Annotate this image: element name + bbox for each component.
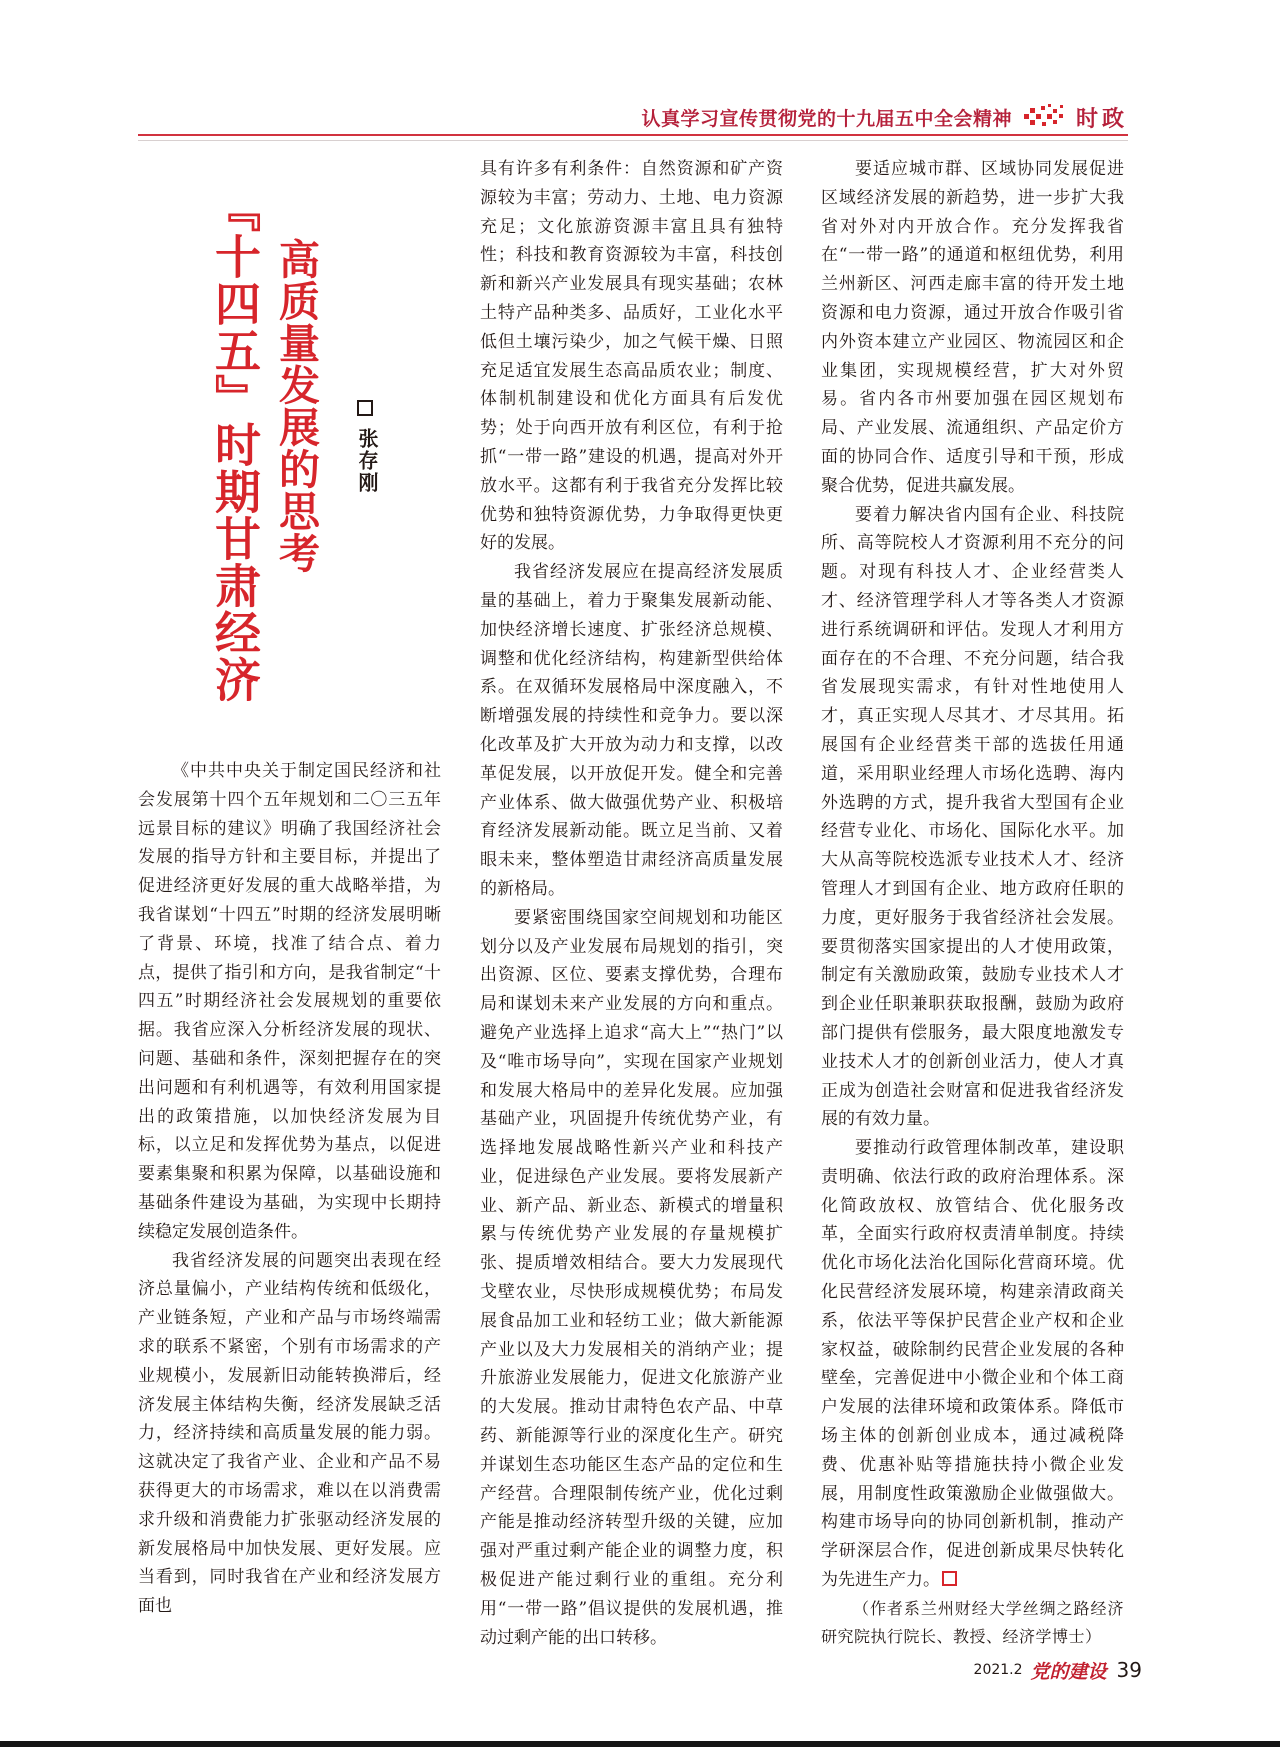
header-rule bbox=[138, 134, 1128, 136]
article-title: 『十四五』时期甘肃经济 bbox=[208, 186, 262, 703]
author-note: （作者系兰州财经大学丝绸之路经济研究院执行院长、教授、经济学博士） bbox=[821, 1598, 1124, 1646]
page-header bbox=[620, 100, 1128, 134]
bottom-border bbox=[0, 1741, 1280, 1747]
article-author: 张存刚 bbox=[355, 428, 379, 494]
header-rule-thin bbox=[138, 140, 1128, 141]
text-column-2 bbox=[480, 155, 783, 1652]
paragraph: 要适应城市群、区域协同发展促进区域经济发展的新趋势，进一步扩大我省对外对内开放合作。充分发挥我省在“一带一路”的通道和枢纽优势，利用兰州新区、河西走廊丰富的待开发土地资源和电力资源，通过开放合作吸引省内外资本建立产业园区、物流园区和企业集团，实现规模经营，扩大对外贸易。省内各市州要加强在园区规划布局、产业发展、流通组织、产品定价方面的协同合作、适度引导和干预，形成聚合优势，促进共赢发展。 bbox=[821, 159, 1124, 496]
author-marker-icon bbox=[357, 400, 373, 416]
paragraph-last bbox=[821, 1134, 1124, 1595]
paragraph: 《中共中央关于制定国民经济和社会发展第十四个五年规划和二〇三五年远景目标的建议》明确了我国经济社会发展的指导方针和主要目标，并提出了促进经济更好发展的重大战略举措，为我省谋划“十四五”时期的经济发展明晰了背景、环境，找准了结合点、着力点，提供了指引和方向，是我省制定“十四五”时期经济社会发展规划的重要依据。我省应深入分析经济发展的现状、问题、基础和条件，深刻把握存在的突出问题和有利机遇等，有效利用国家提出的政策措施，以加快经济发展为目标，以立足和发挥优势为基点，以促进要素集聚和积累为保障，以基础设施和基础条件建设为基础，为实现中长期持续稳定发展创造条件。 bbox=[138, 761, 441, 1242]
header-section-label: 时政 bbox=[1075, 106, 1128, 132]
end-mark-icon bbox=[942, 1571, 957, 1586]
article-subtitle: 高质量发展的思考 bbox=[272, 238, 320, 574]
magazine-logo: 党的建设 bbox=[1030, 1660, 1107, 1683]
paragraph: 要紧密围绕国家空间规划和功能区划分以及产业发展布局规划的指引，突出资源、区位、要素支撑优势，合理布局和谋划未来产业发展的方向和重点。避免产业选择上追求“高大上”“热门”以及“唯市场导向”，实现在国家产业规划和发展大格局中的差异化发展。应加强基础产业，巩固提升传统优势产业，有选择地发展战略性新兴产业和科技产业，促进绿色产业发展。要将发展新产业、新产品、新业态、新模式的增量积累与传统优势产业发展的存量规模扩张、提质增效相结合。要大力发展现代戈壁农业，尽快形成规模优势；布局发展食品加工业和轻纺工业；做大新能源产业以及大力发展相关的消纳产业；提升旅游业发展能力，促进文化旅游产业的大发展。推动甘肃特色农产品、中草药、新能源等行业的深度化生产。研究并谋划生态功能区生态产品的定位和生产经营。合理限制传统产业，优化过剩产能是推动经济转型升级的关键，应加强对严重过剩产能企业的调整力度，积极促进产能过剩行业的重组。充分利用“一带一路”倡议提供的发展机遇，推动过剩产能的出口转移。 bbox=[480, 907, 783, 1648]
page-number: 39 bbox=[1116, 1658, 1142, 1682]
paragraph: 我省经济发展应在提高经济发展质量的基础上，着力于聚集发展新动能、加快经济增长速度、扩张经济总规模、调整和优化经济结构，构建新型供给体系。在双循环发展格局中深度融入，不断增强发展的持续性和竞争力。要以深化改革及扩大开放为动力和支撑，以改革促发展，以开放促开发。健全和完善产业体系、做大做强优势产业、积极培育经济发展新动能。既立足当前、又着眼未来，整体塑造甘肃经济高质量发展的新格局。 bbox=[480, 562, 783, 899]
text-column-1 bbox=[138, 757, 441, 1621]
paragraph-continued: 具有许多有利条件：自然资源和矿产资源较为丰富；劳动力、土地、电力资源充足；文化旅游资源丰富且具有独特性；科技和教育资源较为丰富，科技创新和新兴产业发展具有现实基础；农林土特产品种类多、品质好，工业化水平低但土壤污染少，加之气候干燥、日照充足适宜发展生态高品质农业；制度、体制机制建设和优化方面具有后发优势；处于向西开放有利区位，有利于抢抓“一带一路”建设的机遇，提高对外开放水平。这都有利于我省充分发挥比较优势和独特资源优势，力争取得更快更好的发展。 bbox=[480, 159, 783, 554]
paragraph-text: 要推动行政管理体制改革，建设职责明确、依法行政的政府治理体系。深化简政放权、放管结合、优化服务改革，全面实行政府权责清单制度。持续优化市场化法治化国际化营商环境。优化民营经济发展环境，构建亲清政商关系，依法平等保护民营企业产权和企业家权益，破除制约民营企业发展的各种壁垒，完善促进中小微企业和个体工商户发展的法律环境和政策体系。降低市场主体的创新创业成本，通过减税降费、优惠补贴等措施扶持小微企业发展，用制度性政策激励企业做强做大。构建市场导向的协同创新机制，推动产学研深层合作，促进创新成果尽快转化为先进生产力。 bbox=[821, 1138, 1124, 1591]
header-slogan: 认真学习宣传贯彻党的十九届五中全会精神 bbox=[641, 107, 1012, 130]
text-column-3 bbox=[821, 155, 1124, 1651]
page-footer bbox=[974, 1652, 1142, 1688]
paragraph: 要着力解决省内国有企业、科技院所、高等院校人才资源利用不充分的问题。对现有科技人才、企业经营类人才、经济管理学科人才等各类人才资源进行系统调研和评估。发现人才利用方面存在的不合理、不充分问题，结合我省发展现实需求，有针对性地使用人才，真正实现人尽其才、才尽其用。拓展国有企业经营类干部的选拔任用通道，采用职业经理人市场化选聘、海内外选聘的方式，提升我省大型国有企业经营专业化、市场化、国际化水平。加大从高等院校选派专业技术人才、经济管理人才到国有企业、地方政府任职的力度，更好服务于我省经济社会发展。要贯彻落实国家提出的人才使用政策，制定有关激励政策，鼓励专业技术人才到企业任职兼职获取报酬，鼓励为政府部门提供有偿服务，最大限度地激发专业技术人才的创新创业活力，使人才真正成为创造社会财富和促进我省经济发展的有效力量。 bbox=[821, 504, 1124, 1130]
paragraph: 我省经济发展的问题突出表现在经济总量偏小，产业结构传统和低级化，产业链条短，产业和产品与市场终端需求的联系不紧密，个别有市场需求的产业规模小，发展新旧动能转换滞后，经济发展主体结构失衡，经济发展缺乏活力，经济持续和高质量发展的能力弱。这就决定了我省产业、企业和产品不易获得更大的市场需求，难以在以消费需求升级和消费能力扩张驱动经济发展的新发展格局中加快发展、更好发展。应当看到，同时我省在产业和经济发展方面也 bbox=[138, 1250, 441, 1617]
issue-number: 2021.2 bbox=[973, 1662, 1023, 1678]
red-pixel-dots-icon bbox=[1024, 103, 1066, 131]
